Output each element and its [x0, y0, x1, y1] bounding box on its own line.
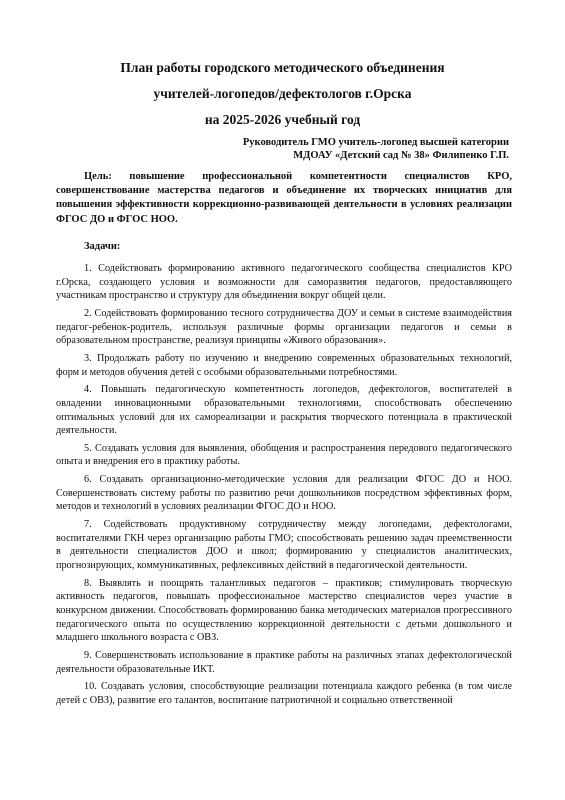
task-item-1: 1. Содействовать формированию активного педагогического сообщества специалистов КРО г.Орска, создающего условия и возможности для саморазвития педагогов, предоставляющего участникам пространство и структуру для объединения вокруг общей цели. — [56, 263, 512, 302]
task-item-3: 3. Продолжать работу по изучению и внедрению современных образовательных технологий, форм и методов обучения детей с особыми образовательными потребностями. — [56, 352, 512, 378]
title-line-1: План работы городского методического объединения — [120, 60, 445, 75]
task-item-9: 9. Совершенствовать использование в практике работы на различных этапах дефектологической деятельности образовательные ИКТ. — [56, 649, 512, 675]
goal-paragraph: Цель: повышение профессиональной компетентности специалистов КРО, совершенствование мастерства педагогов и объединение их творческих инициатив для повышения эффективности коррекционно-развивающей деятельности в условиях реализации ФГОС ДО и ФГОС НОО. — [56, 171, 512, 225]
title-line-3: на 2025-2026 учебный год — [204, 112, 361, 127]
leader-line-2: МДОАУ «Детский сад № 38» Филипенко Г.П. — [293, 150, 509, 161]
task-item-5: 5. Создавать условия для выявления, обобщения и распространения передового педагогического опыта и внедрения его в практику работы. — [56, 442, 512, 468]
tasks-heading: Задачи: — [84, 241, 121, 252]
task-item-8: 8. Выявлять и поощрять талантливых педагогов – практиков; стимулировать творческую активность педагогов, повышать профессиональное мастерство специалистов через участие в конкурсном движении. Способствовать формированию банка методических материалов прогрессивного педагогического опыта по осуществлению коррекционной деятельности с детьми дошкольного и младшего школьного возраста с ОВЗ. — [56, 577, 512, 644]
task-item-4: 4. Повышать педагогическую компетентность логопедов, дефектологов, воспитателей в овладении инновационными образовательными технологиями, способствовать обеспечению оптимальных условий для их самореализации и раскрытия творческого потенциала в практической деятельности. — [56, 384, 512, 437]
title-line-2: учителей-логопедов/дефектологов г.Орска — [153, 86, 412, 101]
task-item-7: 7. Содействовать продуктивному сотрудничеству между логопедами, дефектологами, воспитателями ГКН через организацию работы ГМО; способствовать решению задач преемственности в деятельности специалистов ДОО и школ; формированию у специалистов аналитических, прогнозирующих, коммуникативных, рефлексивных действий в педагогической деятельности. — [56, 519, 512, 571]
tasks-list — [56, 262, 512, 712]
task-item-6: 6. Создавать организационно-методические условия для реализации ФГОС ДО и НОО. Совершенствовать систему работы по развитию речи дошкольников посредством эффективных форм, методов и технологий в условиях реализации ФГОС ДО и НОО. — [56, 474, 512, 513]
task-item-10: 10. Создавать условия, способствующие реализации потенциала каждого ребенка (в том числе детей с ОВЗ), развитие его талантов, воспитание патриотичной и социально ответственной — [56, 681, 512, 706]
task-item-2: 2. Содействовать формированию тесного сотрудничества ДОУ и семьи в системе взаимодействия педагог-ребенок-родитель, используя различные формы организации педагогов и семьи в образовательном пространстве, реализуя принципы «Живого образования». — [56, 307, 512, 347]
leader-line-1: Руководитель ГМО учитель-логопед высшей категории — [242, 137, 509, 148]
